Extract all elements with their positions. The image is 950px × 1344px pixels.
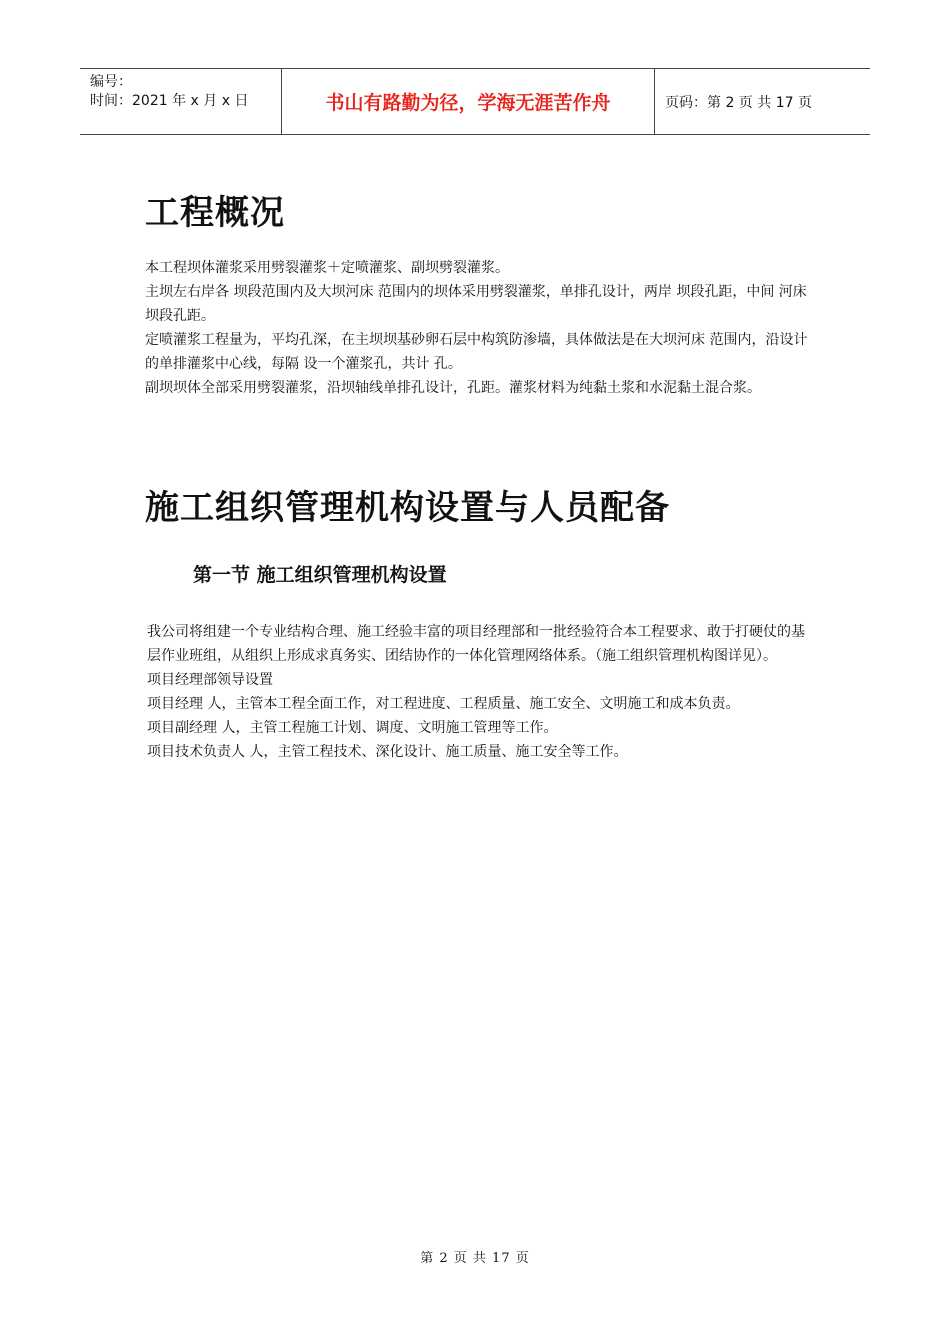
section-title-organization: 施工组织管理机构设置与人员配备	[145, 488, 670, 528]
header-page-info: 页码：第 2 页 共 17 页	[665, 94, 812, 111]
header-number-label: 编号：	[90, 74, 132, 90]
paragraph: 项目经理部领导设置	[147, 672, 273, 688]
paragraph: 副坝坝体全部采用劈裂灌浆，沿坝轴线单排孔设计，孔距。灌浆材料为纯黏土浆和水泥黏土混合浆。	[145, 380, 761, 396]
paragraph: 主坝左右岸各 坝段范围内及大坝河床 范围内的坝体采用劈裂灌浆，单排孔设计，两岸 坝段孔距，中间 河床坝段孔距。	[145, 284, 807, 324]
paragraph: 我公司将组建一个专业结构合理、施工经验丰富的项目经理部和一批经验符合本工程要求、敢于打硬仗的基层作业班组，从组织上形成求真务实、团结协作的一体化管理网络体系。（施工组织管理机构图详见）。	[147, 624, 805, 664]
paragraph: 定喷灌浆工程量为，平均孔深，在主坝坝基砂卵石层中构筑防渗墙，具体做法是在大坝河床 范围内，沿设计的单排灌浆中心线，每隔 设一个灌浆孔，共计 孔。	[145, 332, 808, 372]
section-title-overview: 工程概况	[145, 193, 285, 233]
header-motto: 书山有路勤为径，学海无涯苦作舟	[281, 69, 655, 134]
section-organization-body	[147, 620, 817, 764]
paragraph: 本工程坝体灌浆采用劈裂灌浆＋定喷灌浆、副坝劈裂灌浆。	[145, 260, 509, 276]
section-overview-body	[145, 256, 815, 400]
header-meta	[80, 69, 281, 134]
page-header	[80, 68, 870, 135]
paragraph: 项目副经理 人，主管工程施工计划、调度、文明施工管理等工作。	[147, 720, 558, 736]
subsection-title: 第一节 施工组织管理机构设置	[193, 564, 447, 586]
paragraph: 项目技术负责人 人，主管工程技术、深化设计、施工质量、施工安全等工作。	[147, 744, 628, 760]
header-time-label: 时间：2021 年 x 月 x 日	[90, 93, 249, 109]
page-footer: 第 2 页 共 17 页	[420, 1251, 530, 1266]
paragraph: 项目经理 人，主管本工程全面工作，对工程进度、工程质量、施工安全、文明施工和成本负责。	[147, 696, 740, 712]
